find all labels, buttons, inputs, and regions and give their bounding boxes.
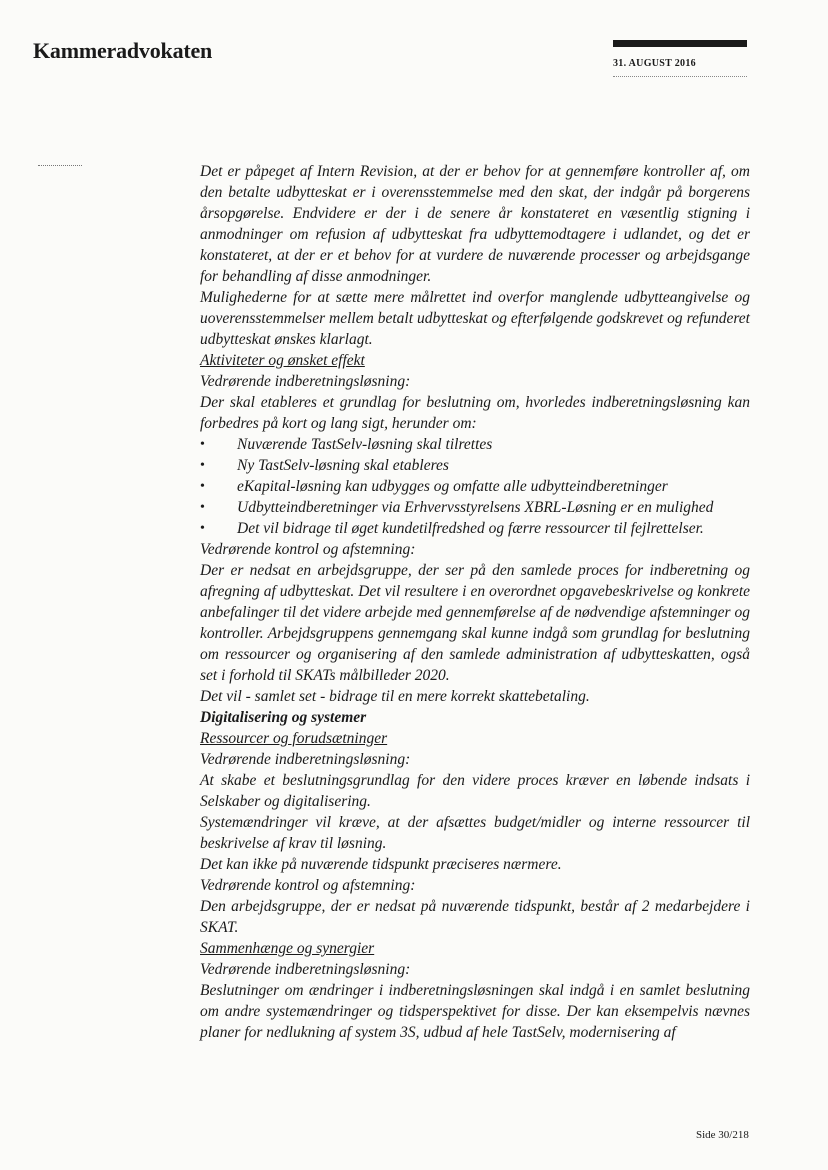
bullet-item: • Nuværende TastSelv-løsning skal tilrettes: [200, 434, 750, 455]
bullet-item: • Udbytteindberetninger via Erhvervsstyrelsens XBRL-Løsning er en mulighed: [200, 497, 750, 518]
paragraph-summary: Det vil - samlet set - bidrage til en mere korrekt skattebetaling.: [200, 688, 590, 705]
header-bar: [613, 40, 747, 47]
bullet-item: • eKapital-løsning kan udbygges og omfatte alle udbytteindberetninger: [200, 476, 750, 497]
label-reporting-solution: Vedrørende indberetningsløsning:: [200, 373, 411, 390]
label-control: Vedrørende kontrol og afstemning:: [200, 877, 416, 894]
label-control: Vedrørende kontrol og afstemning:: [200, 541, 416, 558]
heading-activities: Aktiviteter og ønsket effekt: [200, 352, 365, 369]
paragraph-possibilities: Mulighederne for at sætte mere målrettet ind overfor manglende udbytteangivelse og uoverensstemmelser mellem betalt udbytteskat og efterfølgende godskrevet og refunderet udbytteskat ønskes klarlagt.: [200, 289, 750, 348]
brand-title: Kammeradvokaten: [33, 38, 213, 63]
paragraph-decision-basis: At skabe et beslutningsgrundlag for den videre proces kræver en løbende indsats i Selskaber og digitalisering.: [200, 772, 750, 810]
heading-digitalisation: Digitalisering og systemer: [200, 709, 367, 726]
page-number: Side 30/218: [696, 1129, 749, 1141]
heading-resources: Ressourcer og forudsætninger: [200, 730, 388, 747]
paragraph-workgroup-staff: Den arbejdsgruppe, der er nedsat på nuværende tidspunkt, består af 2 medarbejdere i SKAT.: [200, 898, 750, 936]
paragraph-decisions: Beslutninger om ændringer i indberetningsløsningen skal indgå i en samlet beslutning om andre systemændringer og tidsperspektivet for disse. Der kan eksempelvis nævnes planer for nedlukning af system 3S, udbud af hele TastSelv, modernisering af: [200, 982, 750, 1041]
paragraph-intro: Det er påpeget af Intern Revision, at der er behov for at gennemføre kontroller af, om den betalte udbytteskat er i overensstemmelse med den skat, der indgår på borgerens årsopgørelse. Endvidere er der i de senere år konstateret en væsentlig stigning i anmodninger om refusion af udbytteskat fra udbyttemodtagere i udlandet, og det er konstateret, at der er et behov for at vurdere de nuværende processer og arbejdsgange for behandling af disse anmodninger.: [200, 163, 750, 285]
paragraph-not-specified: Det kan ikke på nuværende tidspunkt præciseres nærmere.: [200, 856, 562, 873]
label-reporting-solution: Vedrørende indberetningsløsning:: [200, 751, 411, 768]
paragraph-system-changes: Systemændringer vil kræve, at der afsættes budget/midler og interne ressourcer til beskrivelse af krav til løsning.: [200, 814, 750, 852]
margin-divider: [38, 165, 82, 166]
paragraph-basis: Der skal etableres et grundlag for beslutning om, hvorledes indberetningsløsning kan forbedres på kort og lang sigt, herunder om:: [200, 394, 750, 432]
document-body: [200, 161, 750, 1043]
bullet-item: • Det vil bidrage til øget kundetilfredshed og færre ressourcer til fejlrettelser.: [200, 518, 750, 539]
heading-synergies: Sammenhænge og synergier: [200, 940, 375, 957]
document-date: 31. AUGUST 2016: [613, 58, 696, 69]
paragraph-workgroup: Der er nedsat en arbejdsgruppe, der ser på den samlede proces for indberetning og afregning af udbytteskat. Det vil resultere i en overordnet opgavebeskrivelse og konkrete anbefalinger til det videre arbejde med gennemførelse af de nødvendige afstemninger og kontroller. Arbejdsgruppens gennemgang skal kunne indgå som grundlag for beslutning om ressourcer og organisering af den samlede administration af udbytteskatten, også set i forhold til SKATs målbilleder 2020.: [200, 562, 750, 684]
bullet-item: • Ny TastSelv-løsning skal etableres: [200, 455, 750, 476]
date-divider: [613, 76, 747, 77]
bullet-list: [200, 434, 750, 539]
label-reporting-solution: Vedrørende indberetningsløsning:: [200, 961, 411, 978]
